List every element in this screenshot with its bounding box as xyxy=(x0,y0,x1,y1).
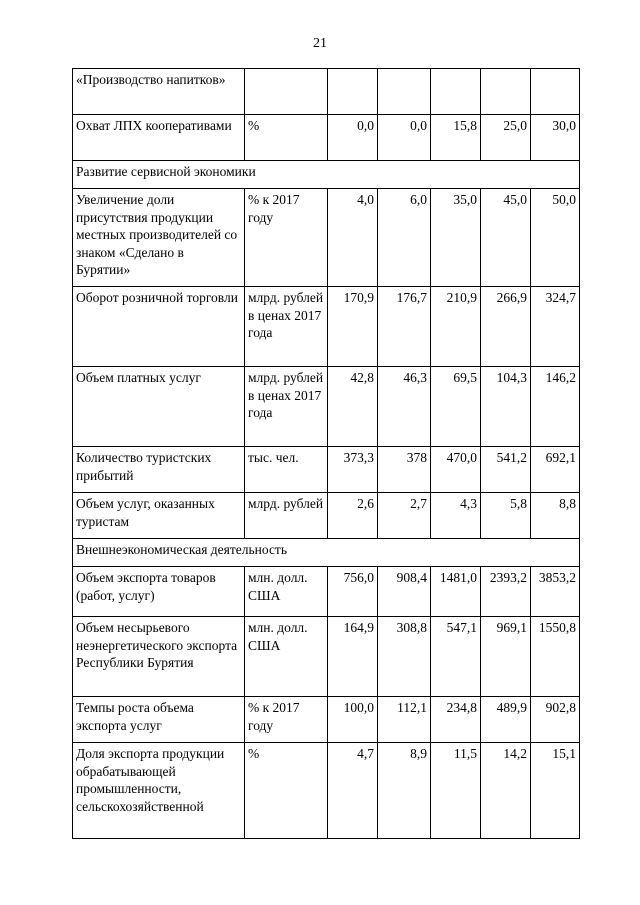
indicator-name: «Производство напитков» xyxy=(73,69,245,115)
unit-cell: млрд. рублей в ценах 2017 года xyxy=(245,367,328,447)
value-cell: 1550,8 xyxy=(531,617,580,697)
value-cell: 2,7 xyxy=(378,493,431,539)
unit-cell: % xyxy=(245,743,328,839)
indicator-name: Объем несырьевого неэнергетического экспорта Республики Бурятия xyxy=(73,617,245,697)
value-cell: 15,8 xyxy=(431,115,481,161)
indicator-name: Оборот розничной торговли xyxy=(73,287,245,367)
value-cell: 266,9 xyxy=(481,287,531,367)
indicators-table xyxy=(72,68,580,839)
value-cell xyxy=(531,69,580,115)
table-row xyxy=(73,617,580,697)
value-cell: 4,7 xyxy=(328,743,378,839)
table-row xyxy=(73,697,580,743)
value-cell: 4,0 xyxy=(328,189,378,287)
value-cell: 969,1 xyxy=(481,617,531,697)
value-cell: 324,7 xyxy=(531,287,580,367)
value-cell: 692,1 xyxy=(531,447,580,493)
page-number: 21 xyxy=(313,36,327,51)
table-row xyxy=(73,493,580,539)
value-cell: 547,1 xyxy=(431,617,481,697)
value-cell: 6,0 xyxy=(378,189,431,287)
value-cell: 908,4 xyxy=(378,567,431,617)
value-cell: 2,6 xyxy=(328,493,378,539)
unit-cell: млрд. рублей в ценах 2017 года xyxy=(245,287,328,367)
value-cell: 210,9 xyxy=(431,287,481,367)
value-cell: 8,8 xyxy=(531,493,580,539)
table-row xyxy=(73,189,580,287)
value-cell: 30,0 xyxy=(531,115,580,161)
section-row xyxy=(73,161,580,189)
value-cell: 378 xyxy=(378,447,431,493)
value-cell: 45,0 xyxy=(481,189,531,287)
value-cell: 164,9 xyxy=(328,617,378,697)
unit-cell xyxy=(245,69,328,115)
indicator-name: Охват ЛПХ кооперативами xyxy=(73,115,245,161)
indicator-name: Количество туристских прибытий xyxy=(73,447,245,493)
value-cell: 42,8 xyxy=(328,367,378,447)
value-cell: 489,9 xyxy=(481,697,531,743)
value-cell: 5,8 xyxy=(481,493,531,539)
unit-cell: тыс. чел. xyxy=(245,447,328,493)
value-cell: 0,0 xyxy=(328,115,378,161)
unit-cell: % к 2017 году xyxy=(245,697,328,743)
section-title: Развитие сервисной экономики xyxy=(73,161,580,189)
value-cell: 146,2 xyxy=(531,367,580,447)
table-row xyxy=(73,743,580,839)
section-title: Внешнеэкономическая деятельность xyxy=(73,539,580,567)
indicator-name: Доля экспорта продукции обрабатывающей промышленности, сельскохозяйственной xyxy=(73,743,245,839)
unit-cell: млн. долл. США xyxy=(245,567,328,617)
value-cell: 11,5 xyxy=(431,743,481,839)
value-cell: 373,3 xyxy=(328,447,378,493)
value-cell: 15,1 xyxy=(531,743,580,839)
value-cell: 35,0 xyxy=(431,189,481,287)
value-cell: 902,8 xyxy=(531,697,580,743)
value-cell: 756,0 xyxy=(328,567,378,617)
section-row xyxy=(73,539,580,567)
unit-cell: % xyxy=(245,115,328,161)
value-cell: 1481,0 xyxy=(431,567,481,617)
value-cell: 14,2 xyxy=(481,743,531,839)
indicator-name: Темпы роста объема экспорта услуг xyxy=(73,697,245,743)
value-cell xyxy=(431,69,481,115)
value-cell xyxy=(328,69,378,115)
value-cell: 3853,2 xyxy=(531,567,580,617)
value-cell: 69,5 xyxy=(431,367,481,447)
value-cell: 104,3 xyxy=(481,367,531,447)
value-cell: 100,0 xyxy=(328,697,378,743)
value-cell: 112,1 xyxy=(378,697,431,743)
value-cell: 234,8 xyxy=(431,697,481,743)
table-row xyxy=(73,447,580,493)
value-cell xyxy=(481,69,531,115)
value-cell: 176,7 xyxy=(378,287,431,367)
indicator-name: Объем экспорта товаров (работ, услуг) xyxy=(73,567,245,617)
value-cell: 0,0 xyxy=(378,115,431,161)
unit-cell: млрд. рублей xyxy=(245,493,328,539)
table-row xyxy=(73,567,580,617)
value-cell: 2393,2 xyxy=(481,567,531,617)
value-cell: 470,0 xyxy=(431,447,481,493)
table-row xyxy=(73,115,580,161)
value-cell: 46,3 xyxy=(378,367,431,447)
table-body xyxy=(73,69,580,839)
value-cell: 8,9 xyxy=(378,743,431,839)
table-row xyxy=(73,69,580,115)
indicator-name: Увеличение доли присутствия продукции местных производителей со знаком «Сделано в Бурятии» xyxy=(73,189,245,287)
value-cell: 50,0 xyxy=(531,189,580,287)
unit-cell: % к 2017 году xyxy=(245,189,328,287)
value-cell: 541,2 xyxy=(481,447,531,493)
table-row xyxy=(73,367,580,447)
value-cell: 170,9 xyxy=(328,287,378,367)
unit-cell: млн. долл. США xyxy=(245,617,328,697)
value-cell: 4,3 xyxy=(431,493,481,539)
indicator-name: Объем услуг, оказанных туристам xyxy=(73,493,245,539)
value-cell xyxy=(378,69,431,115)
indicator-name: Объем платных услуг xyxy=(73,367,245,447)
value-cell: 25,0 xyxy=(481,115,531,161)
table-row xyxy=(73,287,580,367)
value-cell: 308,8 xyxy=(378,617,431,697)
